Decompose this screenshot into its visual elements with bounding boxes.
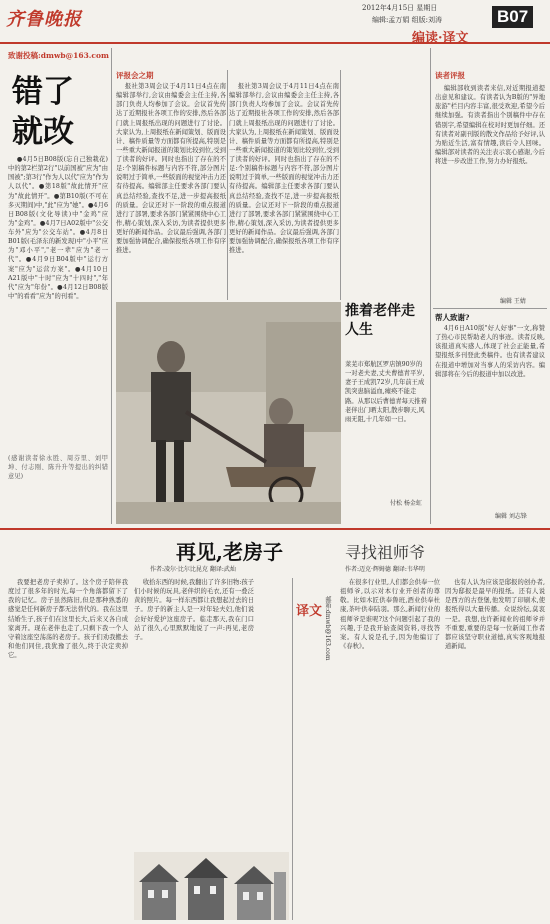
photo-title-box — [345, 302, 427, 350]
right-sub-body: 4月6日A10版"好人好事"一文,称赞了热心市民帮助老人的事迹。读者反映,该报道真实感人,体现了社会正能量,希望报纸多刊登此类稿件。也有读者建议在报道中增加对当事人的采访内容。编辑部将在今后的报道中加以改进。 — [435, 325, 545, 378]
photo-caption: 莱芜市郑航区罗店镇90岁的一对老夫妻,丈夫曹德青平岁,妻子王成凯72岁,几年前王成凯突患脑溢血,瘫痪不能走路。从那以后曹德青每天推着老伴出门晒太阳,散步聊天,风雨无阻,十几年如一日。 — [345, 361, 427, 423]
page-editors: 编辑:孟万娟 组版:刘涛 — [372, 16, 442, 24]
story-title-2: 寻找祖师爷 — [345, 543, 426, 562]
old-houses-illustration — [134, 852, 289, 920]
photo-credit: 付松 杨金虹 — [390, 500, 422, 507]
newspaper-logo: 齐鲁晚报 — [6, 9, 82, 30]
translation-tag: 译文 — [296, 604, 323, 619]
byline-1: 作者:凌尔·比尔比昆克 翻译:武灿 — [150, 566, 236, 573]
correction-body: ●4月5日B08版(忘自己独栽花)中的第2栏第2行"以前国被"应为"由国被";第3行"作为人以代"应为"作为人以代"。●第18版"故此情开"应为"故此情开"。●第B10版(不可在多灭期间)中,"此"应为"她"。●4月6日B08版(文化导读)中"金鸡"应为"金鸡"。●4月7日A02版中"公交车外"应为"公交车站"。●4月8日B01版(毛泽东的新发现)中"小平"应为"邓小平","老一辈"应为"老一代"。●4月9日B04版中"运行方案"应为"运营方案"。●4月10日A21版中"十时"应为"十四时","年代"应为"年份"。●4月12日B08版中"的看看"应为"的刊看"。 — [8, 156, 108, 300]
page-header — [0, 0, 550, 44]
correction-footer: (感谢读者徐永胜、周芬里、刘甲坤、付志刚、陈升升等提出的纠错意见) — [8, 455, 108, 481]
right-body: 编辑部收到读者来信,对近期报道提出意见和建议。有读者认为B版的"异地旅游"栏目内容丰富,很受欢迎,希望今后继续加强。有读者指出个别稿件中存在错别字,希望编辑在校对时更加仔细。还有读者对副刊版的散文作品给予好评,认为贴近生活,富有情趣,读后令人回味。编辑部对读者的关注表示衷心感谢,今后将进一步改进工作,努力办好报纸。 — [435, 85, 545, 165]
elderly-couple-photo — [116, 302, 341, 524]
mid-body-1: 报社第3周会议于4月11日4点在南编辑部举行,会议由编委会主任主持,各部门负责人均参加了会议。会议首先传达了近期报社各项工作的安排,然后各部门就上周报纸出现的问题进行了讨论。大家认为,上周报纸在新闻策划、版面设计、稿件质量等方面都有所提高,特别是一些重大新闻报道的策划比较到位,受到了读者的好评。同时也指出了存在的不足:个别稿件标题与内容不符,部分图片说明过于简单,一些版面的视觉冲击力还有待提高。编辑部主任要求各部门要认真总结经验,查找不足,进一步提高报纸的质量。会议还对下一阶段的重点报道进行了部署,要求各部门紧紧围绕中心工作,精心策划,深入采访,为读者提供更多更好的新闻作品。会议最后强调,各部门要加强协调配合,确保报纸各项工作有序推进。 — [116, 83, 226, 255]
story2-col1: 在很多行业里,人们都会供奉一位祖师爷,以示对本行业开创者的尊敬。比如木匠供奉鲁班,酒业供奉杜康,茶叶供奉陆羽。那么,新闻行业的祖师爷是谁呢?这个问题引起了我的兴趣,于是我开始查阅资料,寻找答案。有人说是孔子,因为他编订了《春秋》。 — [340, 579, 440, 650]
right-sub-head: 帮人致谢? — [435, 313, 470, 322]
page-number: B07 — [492, 6, 533, 28]
right-section-head: 读者评报 — [435, 71, 465, 80]
story1-col1: 我要把老房子卖掉了。这个房子陪伴我度过了很多年的时光,每一个角落都留下了我的记忆。房子虽然陈旧,但是那种熟悉的感觉是任何新房子都无法替代的。我在这里结婚生子,孩子们在这里长大,后来又各自成家离开。现在老伴也走了,只剩下我一个人守着这座空荡荡的老房子。孩子们劝我搬去和他们同住,我犹豫了很久,终于决定卖掉它。 — [8, 579, 128, 659]
story2-col2: 也有人认为应该是邸报的创办者,因为邸报是最早的报纸。还有人说是西方的古登堡,他发明了印刷术,使报纸得以大量传播。众说纷纭,莫衷一是。我想,也许新闻业的祖师爷并不重要,重要的是每一位新闻工作者都应该坚守职业道德,真实客观地报道新闻。 — [445, 579, 545, 650]
story1-col2: 收拾东西的时候,我翻出了许多旧物:孩子们小时候的玩具,老伴织的毛衣,还有一叠泛黄的照片。每一样东西都让我想起过去的日子。房子的新主人是一对年轻夫妇,他们说会好好爱护这座房子。临走那天,我在门口站了很久,心里默默地说了一声:再见,老房子。 — [134, 579, 254, 641]
left-section-head: 致谢投稿:dmwb@163.com — [8, 51, 109, 60]
issue-date: 2012年4月15日 星期日 — [362, 4, 438, 12]
right-sign: 编辑 王婧 — [500, 298, 526, 305]
photo-title: 推着老伴走人生 — [345, 303, 415, 338]
right-sign-2: 编辑 刘志锋 — [495, 513, 527, 520]
byline-2: 作者:迈克·辉姆德 翻译:韦华明 — [345, 566, 425, 573]
mid-section-head: 评报会之期 — [116, 71, 154, 80]
mid-body-2: 报社第3周会议于4月11日4点在南编辑部举行,会议由编委会主任主持,各部门负责人均参加了会议。会议首先传达了近期报社各项工作的安排,然后各部门就上周报纸出现的问题进行了讨论。大家认为,上周报纸在新闻策划、版面设计、稿件质量等方面都有所提高,特别是一些重大新闻报道的策划比较到位,受到了读者的好评。同时也指出了存在的不足:个别稿件标题与内容不符,部分图片说明过于简单,一些版面的视觉冲击力还有待提高。编辑部主任要求各部门要认真总结经验,查找不足,进一步提高报纸的质量。会议还对下一阶段的重点报道进行了部署,要求各部门紧紧围绕中心工作,精心策划,深入采访,为读者提供更多更好的新闻作品。会议最后强调,各部门要加强协调配合,确保报纸各项工作有序推进。 — [229, 83, 339, 255]
section-title: 编读·译文 — [412, 31, 469, 46]
story-title-1: 再见,老房子 — [176, 540, 283, 564]
correction-title: 错了 就改 — [12, 74, 74, 151]
contact-email: 邮箱:dmwb@163.com — [324, 596, 331, 661]
